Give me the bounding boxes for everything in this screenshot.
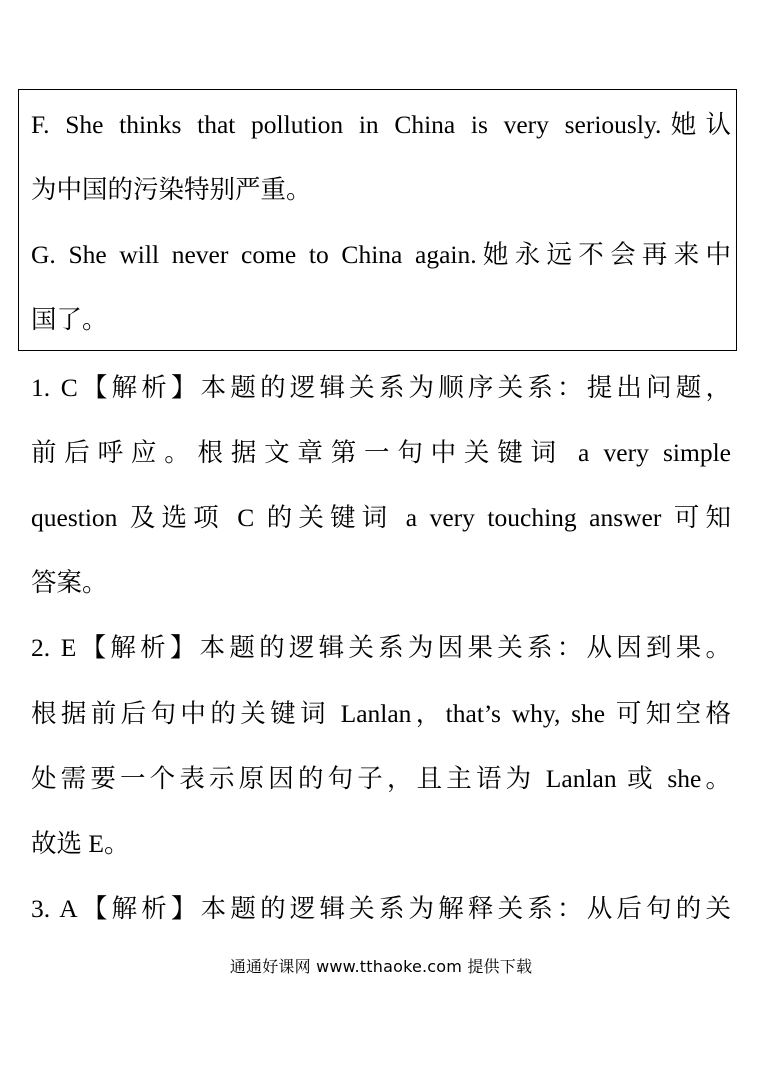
option-g-line-2: 国了。 (31, 305, 108, 334)
answer-1-line-2: 前后呼应。根据文章第一句中关键词 a very simple (31, 438, 731, 467)
footer-source: 通通好课网 www.tthaoke.com 提供下载 (229, 957, 533, 976)
answer-2-line-2: 根据前后句中的关键词 Lanlan，that’s why, she 可知空格 (31, 699, 731, 728)
answer-2-line-1: 2. E【解析】本题的逻辑关系为因果关系：从因到果。 (31, 633, 731, 662)
option-f-line-2: 为中国的污染特别严重。 (31, 175, 312, 204)
option-g-line-1: G. She will never come to China again.她永远不会再来中 (31, 240, 731, 269)
option-f-line-1: F. She thinks that pollution in China is very seriously.她认 (31, 110, 731, 139)
answer-1-line-1: 1. C【解析】本题的逻辑关系为顺序关系：提出问题， (31, 373, 731, 402)
answer-1-line-4: 答案。 (31, 568, 108, 597)
answer-1-line-3: question 及选项 C 的关键词 a very touching answer 可知 (31, 503, 731, 532)
answer-3-line-1: 3. A【解析】本题的逻辑关系为解释关系：从后句的关 (31, 894, 731, 923)
answer-2-line-3: 处需要一个表示原因的句子，且主语为 Lanlan 或 she。 (31, 764, 731, 793)
answer-2-line-4: 故选 E。 (31, 829, 130, 858)
